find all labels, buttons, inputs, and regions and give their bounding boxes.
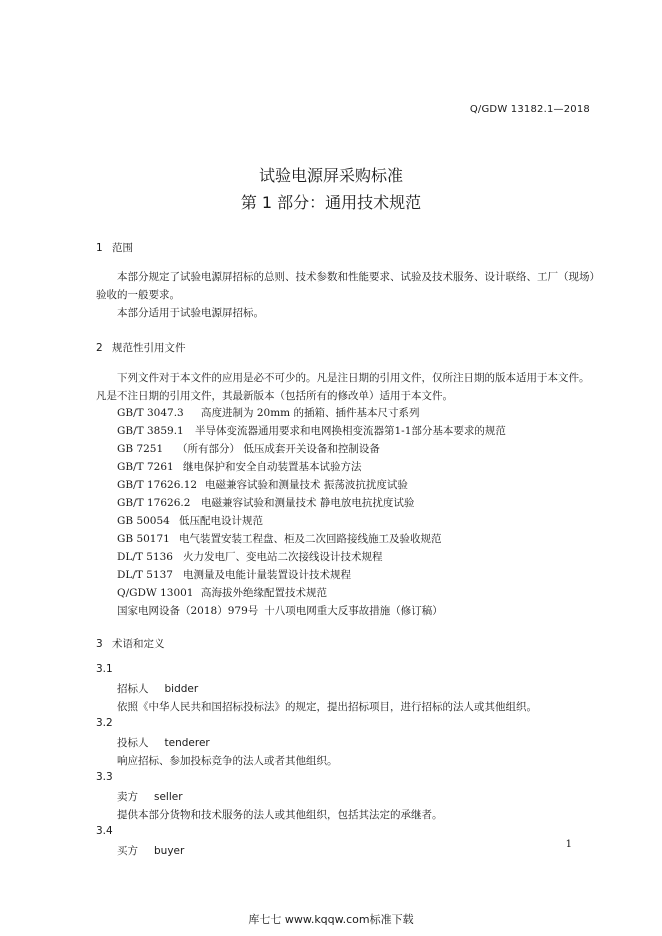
term-en: bidder (164, 683, 199, 695)
reference-code: Q/GDW 13001 (117, 587, 194, 599)
reference-title: 电测量及电能计量装置设计技术规程 (183, 569, 351, 581)
reference-item (117, 441, 380, 456)
reference-title: 高海拔外绝缘配置技术规范 (201, 587, 327, 599)
term-en: buyer (154, 845, 185, 857)
reference-title: 电气装置安装工程盘、柜及二次回路接线施工及验收规范 (179, 533, 442, 545)
clause-number: 3.2 (96, 717, 113, 729)
term-definition: 提供本部分货物和技术服务的法人或其他组织，包括其法定的承继者。 (117, 809, 443, 821)
reference-item (117, 495, 414, 510)
reference-title: 火力发电厂、变电站二次接线设计技术规程 (183, 551, 383, 563)
reference-title: 半导体变流器通用要求和电网换相变流器第1-1部分基本要求的规范 (195, 425, 506, 437)
term-definition: 响应招标、参加投标竞争的法人或者其他组织。 (117, 755, 338, 767)
reference-item (117, 405, 419, 420)
reference-title: （所有部分） 低压成套开关设备和控制设备 (177, 443, 380, 455)
section-number: 2 (96, 342, 103, 354)
reference-title: 继电保护和安全自动装置基本试验方法 (183, 461, 362, 473)
reference-code: GB/T 17626.2 (117, 497, 191, 509)
reference-code: DL/T 5136 (117, 551, 173, 563)
reference-title: 电磁兼容试验和测量技术 振荡波抗扰度试验 (205, 479, 408, 491)
reference-item (117, 459, 362, 474)
footer-watermark[interactable]: 库七七 www.kqqw.com标准下载 (248, 913, 414, 926)
term-entry (117, 843, 184, 858)
term-zh: 卖方 (117, 791, 138, 803)
reference-title: 高度进制为 20mm 的插箱、插件基本尺寸系列 (201, 407, 420, 419)
clause-number: 3.4 (96, 825, 113, 837)
reference-item (117, 567, 351, 582)
paragraph: 本部分适用于试验电源屏招标。 (117, 307, 264, 319)
paragraph: 下列文件对于本文件的应用是必不可少的。凡是注日期的引用文件，仅所注日期的版本适用于本文件。凡是不注日期的引用文件，其最新版本（包括所有的修改单）适用于本文件。 (96, 372, 590, 402)
term-entry (117, 681, 198, 696)
reference-code: 国家电网设备（2018）979号 (117, 605, 259, 617)
term-zh: 买方 (117, 845, 138, 857)
section-heading-3 (96, 636, 165, 651)
reference-code: GB/T 3047.3 (117, 407, 184, 419)
section-number: 3 (96, 638, 103, 650)
section-heading-2 (96, 340, 186, 355)
standard-number: Q/GDW 13182.1—2018 (469, 104, 590, 115)
reference-title: 十八项电网重大反事故措施（修订稿） (264, 605, 443, 617)
section-number: 1 (96, 242, 103, 254)
reference-code: GB 7251 (117, 443, 164, 455)
reference-item (117, 585, 327, 600)
reference-code: GB/T 17626.12 (117, 479, 198, 491)
reference-item (117, 531, 442, 546)
section-title: 范围 (112, 242, 133, 254)
reference-item (117, 603, 443, 618)
document-title: 试验电源屏采购标准 (258, 166, 403, 185)
section-heading-1 (96, 240, 133, 255)
term-entry (117, 735, 210, 750)
reference-code: GB/T 3859.1 (117, 425, 184, 437)
section-title: 术语和定义 (112, 638, 165, 650)
term-entry (117, 789, 183, 804)
paragraph: 本部分规定了试验电源屏招标的总则、技术参数和性能要求、试验及技术服务、设计联络、工厂（现场）验收的一般要求。 (96, 271, 595, 301)
term-en: seller (154, 791, 183, 803)
term-zh: 投标人 (117, 737, 149, 749)
section-title: 规范性引用文件 (112, 342, 186, 354)
reference-code: GB 50054 (117, 515, 170, 527)
term-zh: 招标人 (117, 683, 149, 695)
clause-number: 3.1 (96, 663, 113, 675)
document-subtitle: 第 1 部分：通用技术规范 (240, 193, 422, 212)
reference-item (117, 549, 383, 564)
term-definition: 依照《中华人民共和国招标投标法》的规定，提出招标项目，进行招标的法人或其他组织。 (117, 701, 537, 713)
reference-code: GB 50171 (117, 533, 170, 545)
reference-item (117, 477, 408, 492)
reference-code: GB/T 7261 (117, 461, 174, 473)
reference-code: DL/T 5137 (117, 569, 173, 581)
reference-item (117, 423, 506, 438)
clause-number: 3.3 (96, 771, 113, 783)
page-number: 1 (565, 839, 572, 850)
reference-title: 电磁兼容试验和测量技术 静电放电抗扰度试验 (201, 497, 415, 509)
reference-item (117, 513, 263, 528)
reference-title: 低压配电设计规范 (179, 515, 263, 527)
term-en: tenderer (164, 737, 210, 749)
